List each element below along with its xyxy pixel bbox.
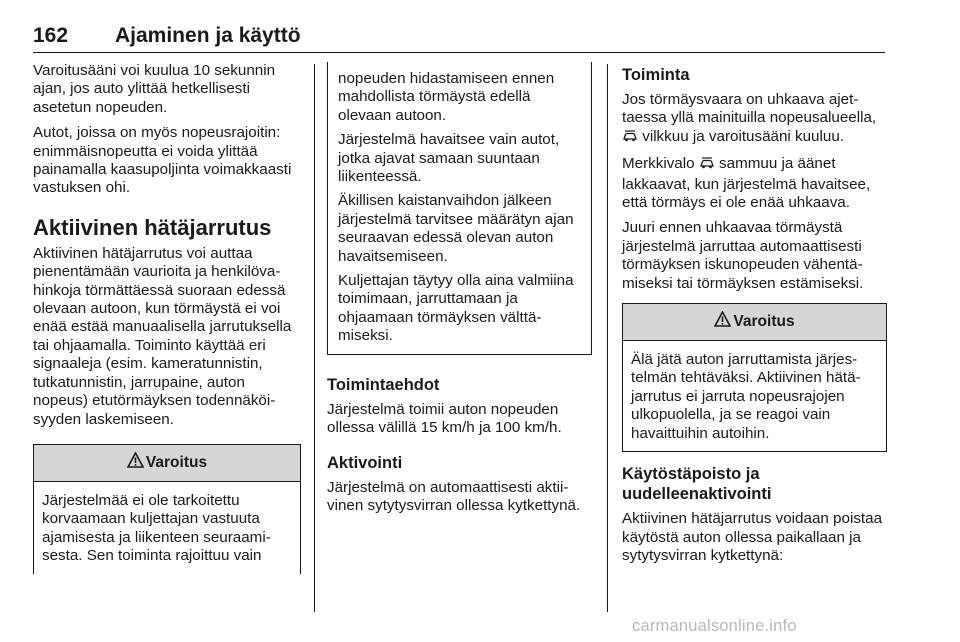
warning-text: Älä jätä auton jarruttamista järjestelmän tehtäväksi. Aktiivinen hätäjarrutus ei jarruta nopeusrajojen ulkopuolella, ja se reagoi vain havaittuihin autoihin. [631,351,861,442]
collision-warning-car-icon [699,156,715,175]
paragraph: Varoitusääni voi kuulua 10 sekunnin ajan, jos auto ylittää hetkellisesti asetetun nopeuden. [33,62,276,116]
column-divider [314,64,315,612]
column-divider [607,64,608,612]
warning-text: Järjestelmää ei ole tarkoitettu korvaamaan kuljettajan vastuuta ajamisesta ja liikenteen seuraamisesta. Sen toiminta rajoittuu vain [42,491,271,565]
watermark: carmanualsonline.info [632,617,797,635]
warning-title: Varoitus [733,312,795,330]
subsection-heading: Toiminta [622,66,690,84]
paragraph: Aktiivinen hätäjarrutus voidaan poistaa käytöstä auton ollessa paikallaan ja sytytysvirran kytkettynä: [622,510,883,564]
warning-triangle-icon [127,452,144,473]
warning-box [33,444,301,574]
paragraph: Äkillisen kaistanvaihdon jälkeen järjestelmä tarvitsee määrätyn ajan seuraavan edessä olevan auton havaitsemiseen. [338,192,574,265]
warning-title: Varoitus [145,453,208,471]
paragraph: Järjestelmä havaitsee vain autot, jotka ajavat samaan suuntaan liikenteessä. [338,131,560,186]
warning-triangle-icon [714,311,731,332]
paragraph: nopeuden hidastamiseen ennen mahdollista törmäystä edellä olevaan autoon. [338,70,555,124]
warning-box [622,303,887,452]
subsection-heading: Käytöstäpoisto ja uudelleenaktivointi [622,465,772,504]
page-title: Ajaminen ja käyttö [115,24,301,47]
paragraph: Aktiivinen hätäjarrutus voi auttaa pienentämään vaurioita ja henkilövahinkoja törmättäessä suoraan edessä olevaan autoon, kun törmäystä ei voi enää estää manuaalisella jarrutuksella tai ohjaamalla. Toiminto käyttää eri signaaleja (esim. kameratunnistin, tutkatunnistin, jarrupaine, auton nopeus) etutörmäyksen todennäköisyyden laskemiseen. [33,244,292,428]
left-column [33,62,301,574]
warning-header [623,304,886,341]
subsection-heading: Aktivointi [327,453,403,472]
paragraph: Juuri ennen uhkaavaa törmäystä järjestelmä jarruttaa automaattisesti törmäyksen iskunopeuden vähentämiseksi tai törmäyksen estämiseksi. [622,219,864,292]
paragraph: Kuljettajan täytyy olla aina valmiina toimimaan, jarruttamaan ja ohjaamaan törmäyksen välttämiseksi. [338,272,574,345]
paragraph: Merkkivalo sammuu ja äänet lakkaavat, kun järjestelmä havaitsee, että törmäys ei ole enää uhkaava. [622,155,871,212]
warning-header [34,445,300,482]
right-column [622,62,887,572]
section-heading: Aktiivinen hätäjarrutus [33,214,272,240]
paragraph: Järjestelmä toimii auton nopeuden ollessa välillä 15 km/h ja 100 km/h. [327,400,562,437]
page-header [33,14,885,53]
warning-box-continued [327,62,592,355]
paragraph: Jos törmäysvaara on uhkaava ajettaessa yllä mainituilla nopeusalueella, vilkkuu ja varoitusääni kuuluu. [622,91,887,148]
middle-column [327,62,592,522]
paragraph: Autot, joissa on myös nopeusrajoitin: enimmäisnopeutta ei voida ylittää painamalla kaasupoljinta voimakkaasti vastuksen ohi. [33,124,292,197]
subsection-heading: Toimintaehdot [327,375,440,394]
collision-warning-car-icon [622,129,638,148]
paragraph: Järjestelmä on automaattisesti aktiivinen sytytysvirran ollessa kytkettynä. [327,478,581,514]
page-number: 162 [33,24,69,47]
